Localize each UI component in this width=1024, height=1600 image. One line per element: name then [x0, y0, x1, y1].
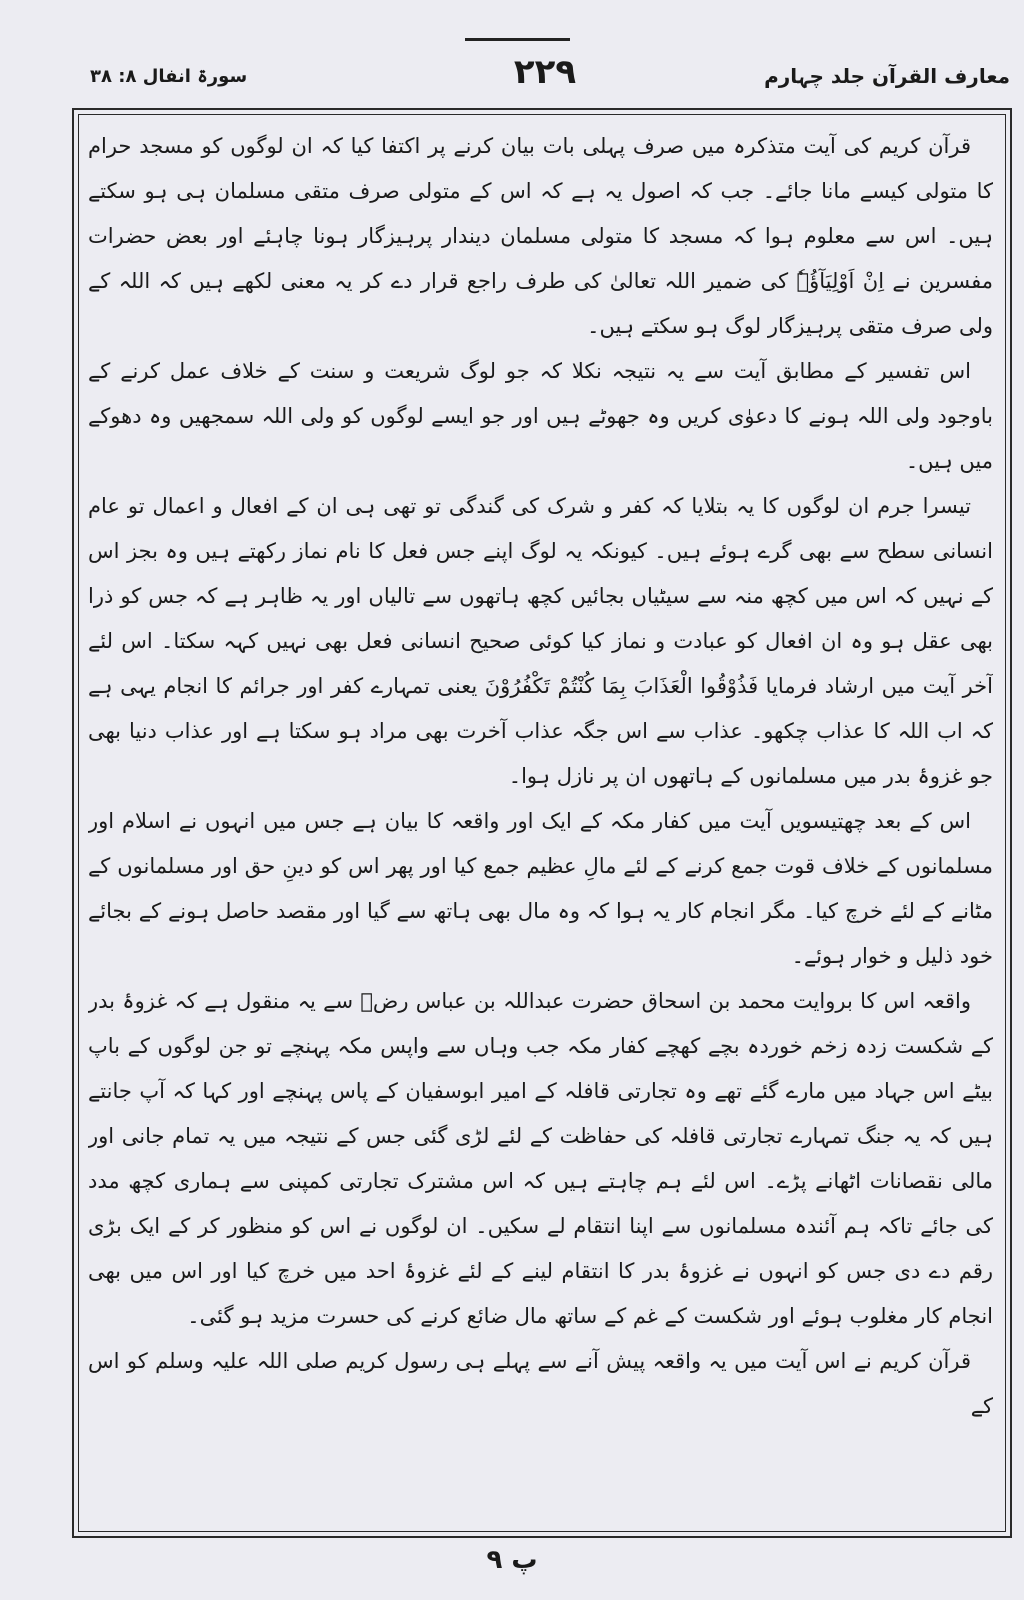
page-number: ۲۲۹ — [513, 52, 577, 92]
paragraph: اس کے بعد چھتیسویں آیت میں کفار مکہ کے ایک اور واقعہ کا بیان ہے جس میں انہوں نے اسلام اور مسلمانوں کے خلاف قوت جمع کرنے کے لئے مالِ عظیم جمع کیا اور پھر اس کو دینِ حق اور مسلمانوں کے مٹانے کے لئے خرچ کیا۔ مگر انجام کار یہ ہوا کہ وہ مال بھی ہاتھ سے گیا اور مقصد حاصل ہونے کے بجائے خود ذلیل و خوار ہوئے۔ — [88, 809, 993, 968]
paragraph: اس تفسیر کے مطابق آیت سے یہ نتیجہ نکلا کہ جو لوگ شریعت و سنت کے خلاف عمل کرنے کے باوجود ولی اللہ ہونے کا دعوٰی کریں وہ جھوٹے ہیں اور جو ایسے لوگوں کو ولی اللہ سمجھیں وہ دھوکے میں ہیں۔ — [88, 359, 993, 473]
page-number-underline — [465, 38, 570, 41]
paragraph: قرآن کریم کی آیت متذکرہ میں صرف پہلی بات بیان کرنے پر اکتفا کیا کہ ان لوگوں کو مسجد حرام کا متولی کیسے مانا جائے۔ جب کہ اصول یہ ہے کہ اس کے متولی صرف متقی مسلمان ہی ہو سکتے ہیں۔ اس سے معلوم ہوا کہ مسجد کا متولی مسلمان دیندار پرہیزگار ہونا چاہئے اور بعض حضرات مفسرین نے اِنْ اَوْلِیَآؤُہٗ کی ضمیر اللہ تعالیٰ کی طرف راجع قرار دے کر یہ معنی لکھے ہیں کہ اللہ کے ولی صرف متقی پرہیزگار لوگ ہو سکتے ہیں۔ — [88, 134, 993, 338]
book-title: معارف القرآن جلد چہارم — [764, 64, 1010, 88]
page-header — [80, 52, 1010, 112]
paragraph: واقعہ اس کا بروایت محمد بن اسحاق حضرت عبداللہ بن عباس رضؓ سے یہ منقول ہے کہ غزوۂ بدر کے شکست زدہ زخم خوردہ بچے کھچے کفار مکہ جب وہاں سے واپس مکہ پہنچے تو جن لوگوں کے باپ بیٹے اس جہاد میں مارے گئے تھے وہ تجارتی قافلہ کے امیر ابوسفیان کے پاس پہنچے اور کہا کہ آپ جانتے ہیں کہ یہ جنگ تمہارے تجارتی قافلہ کی حفاظت کے لئے لڑی گئی جس کے نتیجہ میں یہ تمام جانی اور مالی نقصانات اٹھانے پڑے۔ اس لئے ہم چاہتے ہیں کہ اس مشترک تجارتی کمپنی سے ہماری کچھ مدد کی جائے تاکہ ہم آئندہ مسلمانوں سے اپنا انتقام لے سکیں۔ ان لوگوں نے اس کو منظور کر کے ایک بڑی رقم دے دی جس کو انہوں نے غزوۂ بدر کا انتقام لینے کے لئے غزوۂ احد میں خرچ کیا اور اس میں بھی انجام کار مغلوب ہوئے اور شکست کے غم کے ساتھ مال ضائع کرنے کی حسرت مزید ہو گئی۔ — [88, 989, 993, 1328]
paragraph: قرآن کریم نے اس آیت میں یہ واقعہ پیش آنے سے پہلے ہی رسول کریم صلی اللہ علیہ وسلم کو اس کے — [88, 1349, 993, 1418]
main-text — [88, 124, 993, 1524]
para-mark: پ ۹ — [486, 1545, 538, 1575]
paragraph: تیسرا جرم ان لوگوں کا یہ بتلایا کہ کفر و شرک کی گندگی تو تھی ہی ان کے افعال و اعمال تو عام انسانی سطح سے بھی گرے ہوئے ہیں۔ کیونکہ یہ لوگ اپنے جس فعل کا نام نماز رکھتے ہیں وہ بجز اس کے نہیں کہ اس میں کچھ منہ سے سیٹیاں بجائیں کچھ ہاتھوں سے تالیاں اور یہ ظاہر ہے کہ جس کو ذرا بھی عقل ہو وہ ان افعال کو عبادت و نماز کیا کوئی صحیح انسانی فعل بھی نہیں کہہ سکتا۔ اس لئے آخر آیت میں ارشاد فرمایا فَذُوْقُوا الْعَذَابَ بِمَا كُنْتُمْ تَكْفُرُوْنَ یعنی تمہارے کفر اور جرائم کا انجام یہی ہے کہ اب اللہ کا عذاب چکھو۔ عذاب سے اس جگہ عذاب آخرت بھی مراد ہو سکتا ہے اور عذاب دنیا بھی جو غزوۂ بدر میں مسلمانوں کے ہاتھوں ان پر نازل ہوا۔ — [88, 494, 993, 788]
surah-reference: سورۃ انفال ۸: ۳۸ — [90, 66, 248, 87]
